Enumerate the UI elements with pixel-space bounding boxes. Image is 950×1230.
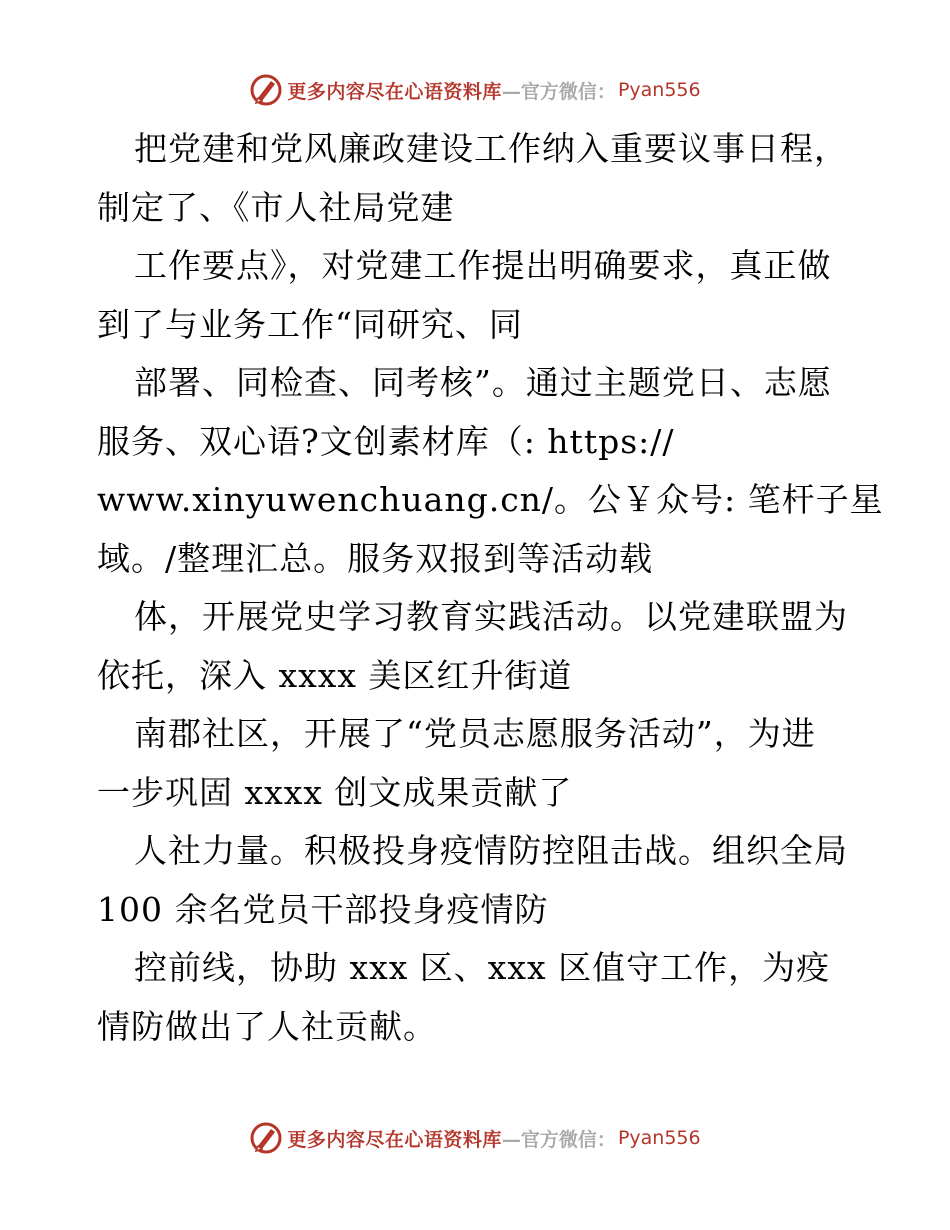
text-line: 制定了、《市人社局党建 [97,187,455,227]
pen-logo-icon [249,73,283,107]
pen-logo-icon [249,1121,283,1155]
text-line: 情防做出了人社贡献。 [97,1006,437,1046]
text-line: 到了与业务工作“同研究、同 [97,304,523,344]
text-line: 依托，深入 xxxx 美区红升街道 [97,655,573,695]
text-line: www.xinyuwenchuang.cn/。公￥众号: 笔杆子星 [97,480,884,519]
text-line: 南郡社区，开展了“党员志愿服务活动”，为进 [134,714,816,753]
text-line: 服务、双心语?文创素材库（: https:// [97,421,675,461]
header-wechat-id: Pyan556 [617,79,701,101]
text-line: 100 余名党员干部投身疫情防 [97,889,549,929]
text-line: 把党建和党风廉政建设工作纳入重要议事日程， [134,129,848,168]
text-line: 体，开展党史学习教育实践活动。以党建联盟为 [134,597,848,636]
header-banner [0,72,950,108]
footer-banner [0,1120,950,1156]
text-line: 控前线，协助 xxx 区、xxx 区值守工作，为疫 [134,948,831,987]
text-line: 部署、同检查、同考核”。通过主题党日、志愿 [134,363,832,402]
header-text: 更多内容尽在心语资料库 [287,80,502,103]
footer-wechat-id: Pyan556 [617,1127,701,1149]
text-line: 域。/整理汇总。服务双报到等活动载 [97,538,654,578]
header-subtext: —官方微信： [501,80,616,103]
text-line: 工作要点》，对党建工作提出明确要求，真正做 [134,246,832,285]
text-line: 一步巩固 xxxx 创文成果贡献了 [97,772,573,812]
document-body [97,120,884,1056]
footer-text: 更多内容尽在心语资料库 [287,1128,502,1151]
text-line: 人社力量。积极投身疫情防控阻击战。组织全局 [134,831,848,870]
footer-subtext: —官方微信： [501,1128,616,1151]
